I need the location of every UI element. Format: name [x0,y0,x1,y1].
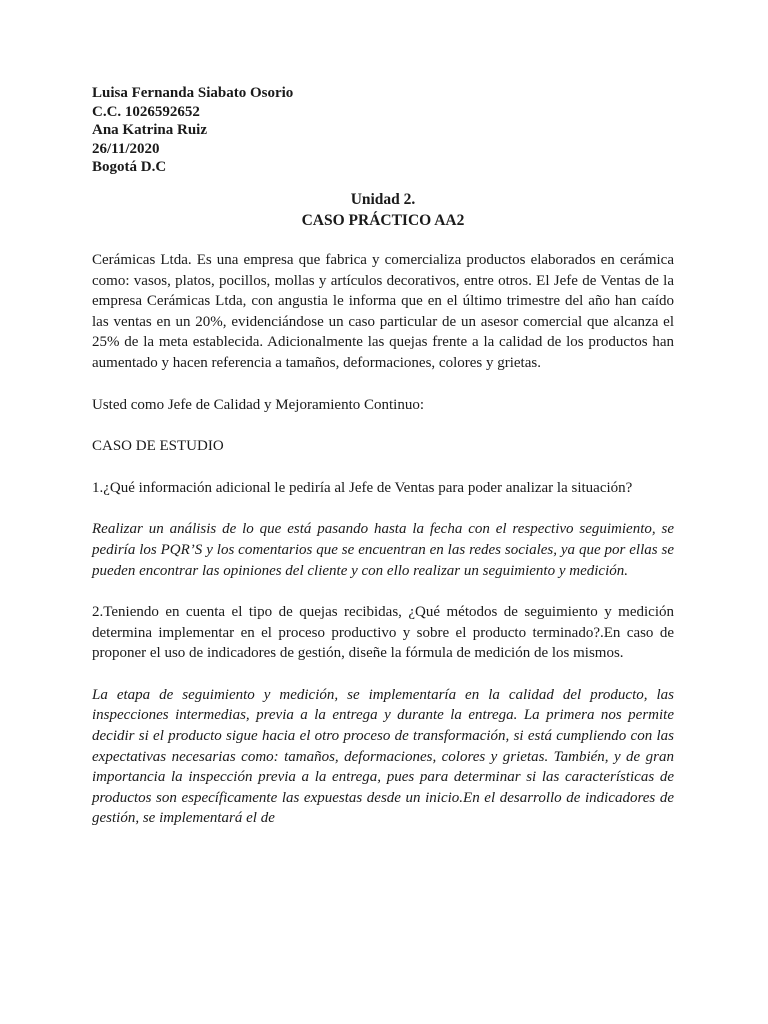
document-city: Bogotá D.C [92,159,167,176]
answer-1: Realizar un análisis de lo que está pasando hasta la fecha con el respectivo seguimiento, se pediría los PQR’S y los comentarios que se encuentran en las redes sociales, ya que por ellas se pueden encontrar las opiniones del cliente y con ello realizar un seguimiento y medición. [92,521,674,579]
document-page [92,84,674,829]
document-date: 26/11/2020 [92,140,160,157]
author-header [92,84,674,177]
document-title [92,189,674,231]
author-name-2: Ana Katrina Ruiz [92,122,208,139]
answer-2: La etapa de seguimiento y medición, se implementaría en la calidad del producto, las inspecciones intermedias, previa a la entrega y durante la entrega. La primera nos permite decidir si el producto sigue hacia el otro proceso de transformación, si está cumpliendo con las expectativas necesarias como: tamaños, deformaciones, colores y grietas. También, y de gran importancia la inspección previa a la entrega, pues para determinar si las características de productos son específicamente las expuestas desde un inicio.En el desarrollo de indicadores de gestión, se implementará el de [92,686,674,827]
unit-title: Unidad 2. [350,190,416,208]
author-name-1: Luisa Fernanda Siabato Osorio [92,85,294,101]
role-paragraph: Usted como Jefe de Calidad y Mejoramiento Continuo: [92,396,425,413]
id-number: C.C. 1026592652 [92,103,200,120]
question-2: 2.Teniendo en cuenta el tipo de quejas recibidas, ¿Qué métodos de seguimiento y medición determina implementar en el proceso productivo y sobre el producto terminado?.En caso de proponer el uso de indicadores de gestión, diseñe la fórmula de medición de los mismos. [92,604,674,662]
intro-paragraph: Cerámicas Ltda. Es una empresa que fabrica y comercializa productos elaborados en cerámica como: vasos, platos, pocillos, mollas y artículos decorativos, entre otros. El Jefe de Ventas de la empresa Cerámicas Ltda, con angustia le informa que en el último trimestre del año han caído las ventas en un 20%, evidenciándose un caso particular de un asesor comercial que alcanza el 25% de la meta establecida. Adicionalmente las quejas frente a la calidad de los productos han aumentado y hacen referencia a tamaños, deformaciones, colores y grietas. [92,251,674,371]
section-heading: CASO DE ESTUDIO [92,438,224,455]
case-title: CASO PRÁCTICO AA2 [301,211,465,229]
question-1: 1.¿Qué información adicional le pediría al Jefe de Ventas para poder analizar la situación? [92,479,633,496]
